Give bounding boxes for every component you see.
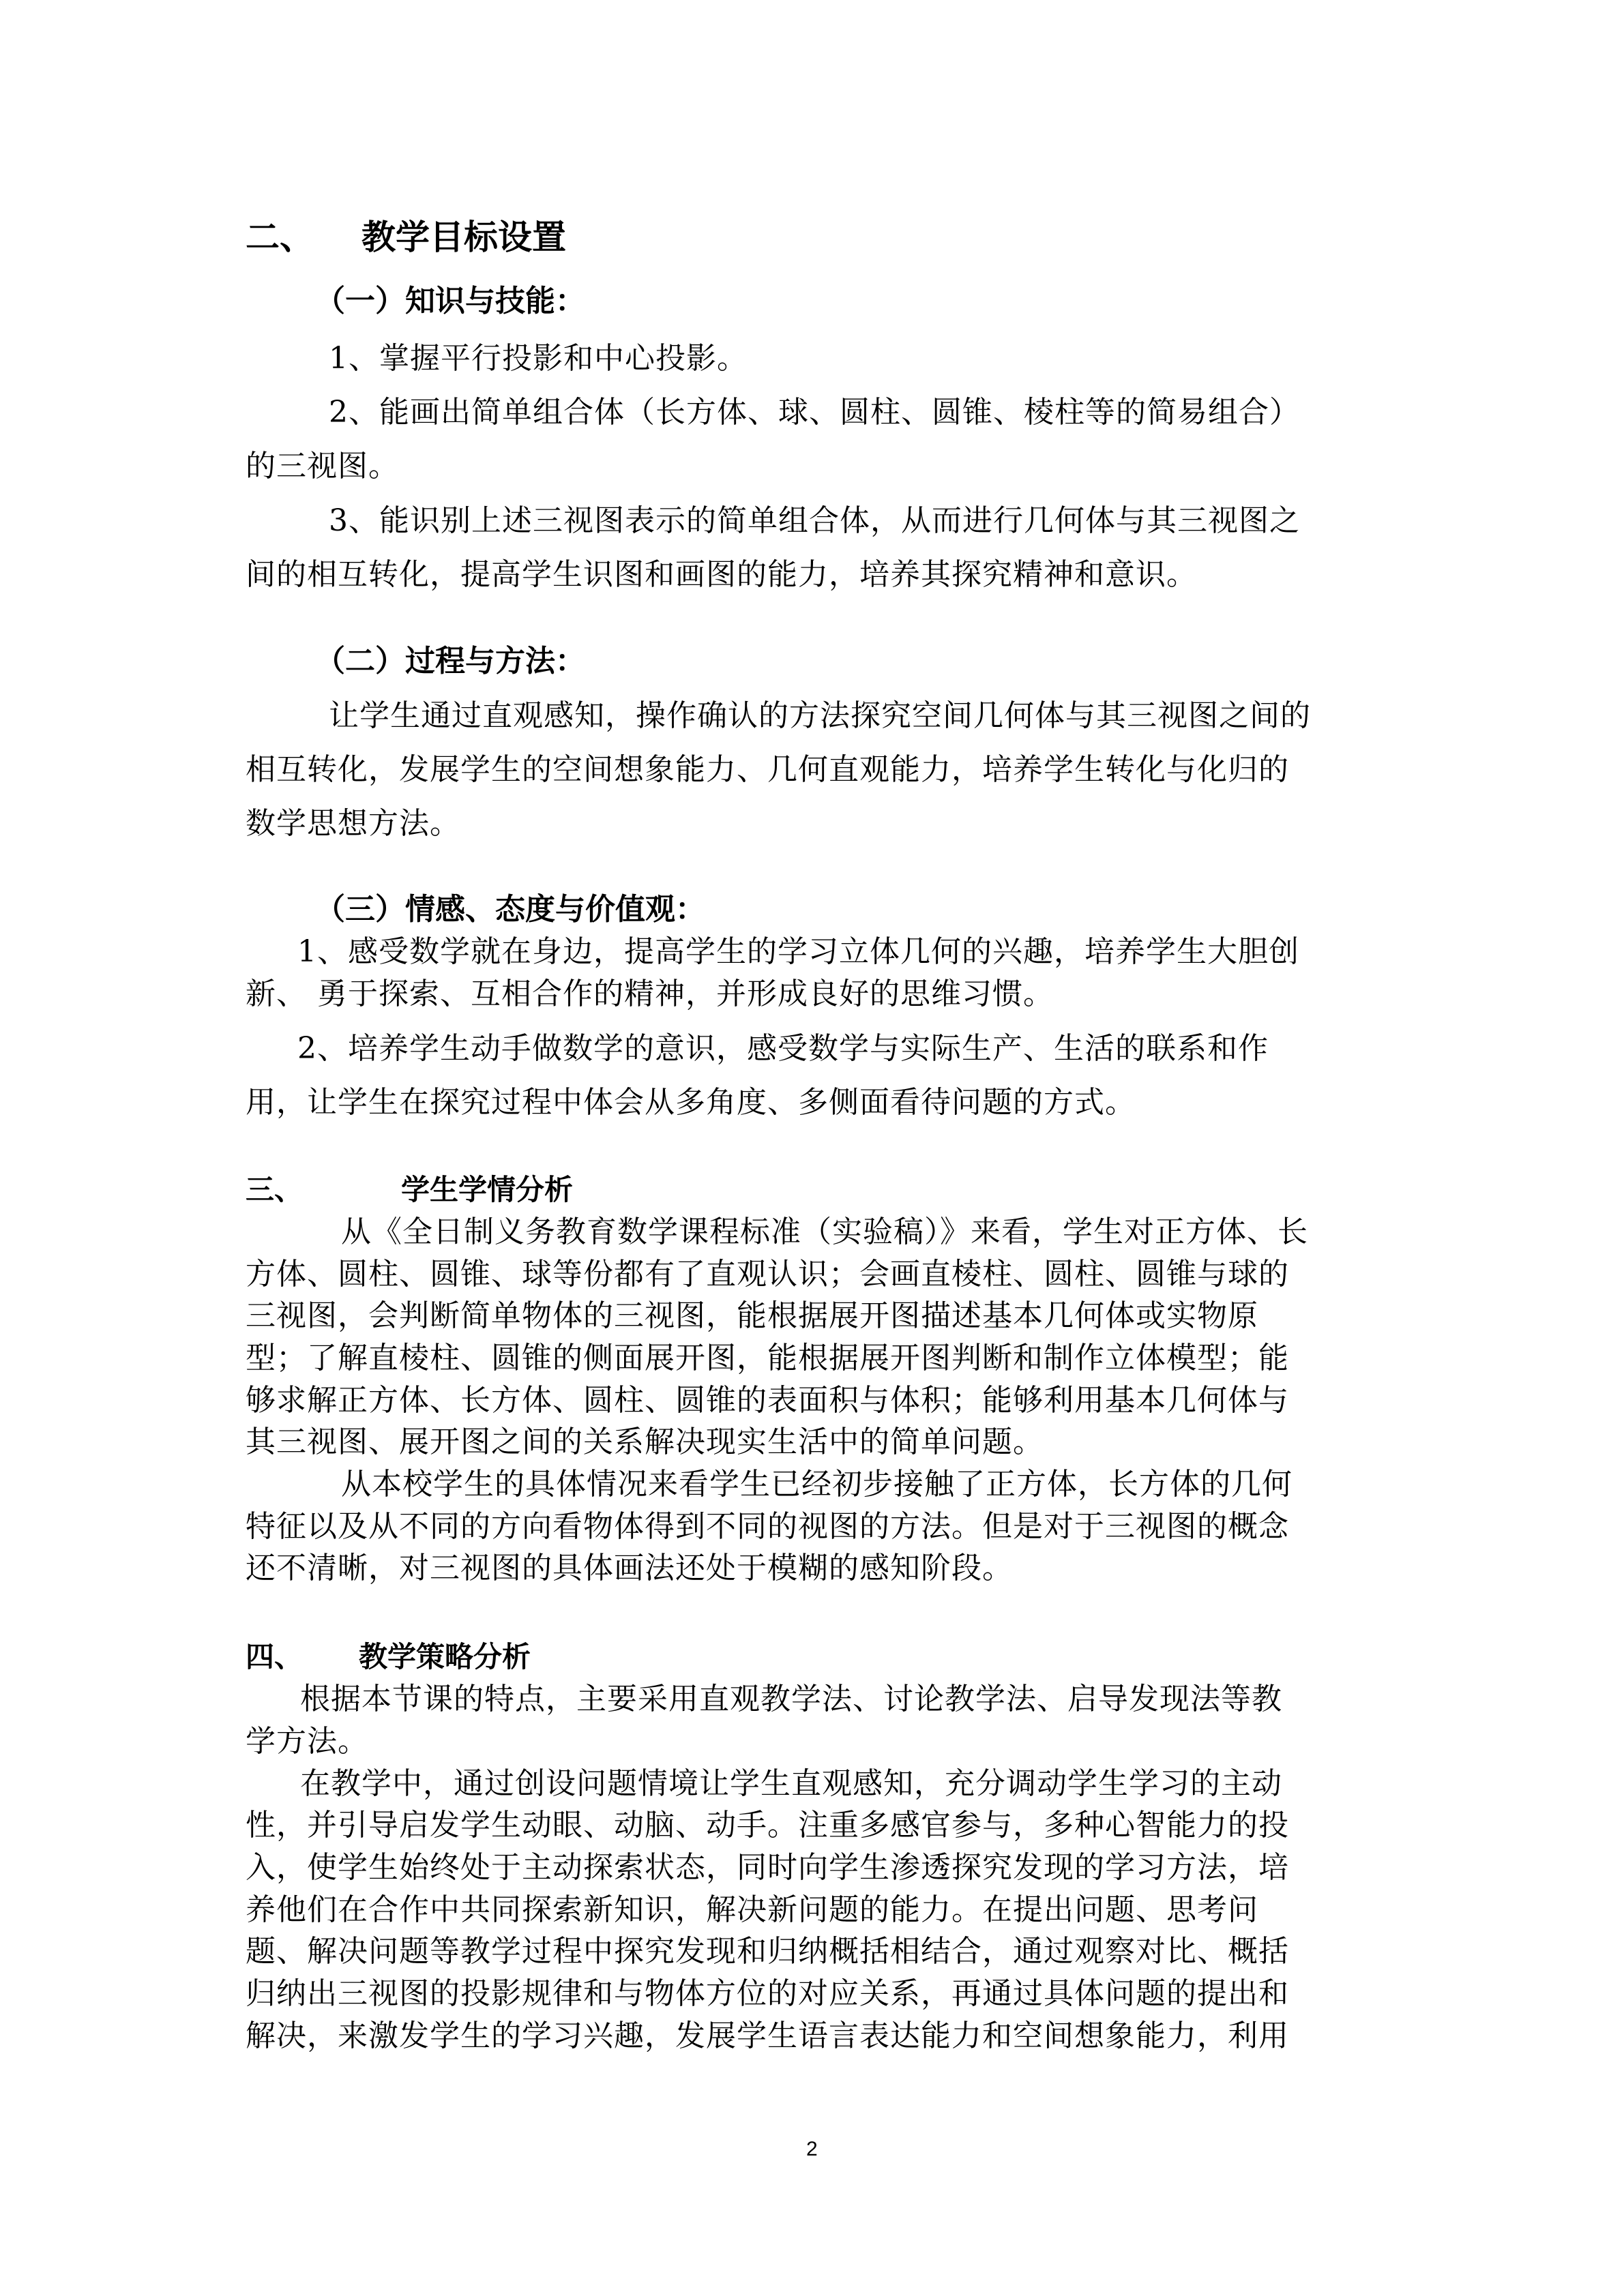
text-line: 数学思想方法。 [246,806,460,841]
text-line: 1、掌握平行投影和中心投影。 [329,341,748,376]
section-title: 教学目标设置 [361,218,566,257]
text-line: 2、培养学生动手做数学的意识，感受数学与实际生产、生活的联系和作 [297,1031,1269,1066]
text-line: 用，让学生在探究过程中体会从多角度、多侧面看待问题的方式。 [246,1085,1136,1120]
section-title: 学生学情分析 [401,1173,574,1206]
text-line: 三视图，会判断简单物体的三视图，能根据展开图描述基本几何体或实物原 [246,1298,1258,1333]
text-line: 性，并引导启发学生动眼、动脑、动手。注重多感官参与，多种心智能力的投 [246,1808,1289,1843]
text-line: 学方法。 [246,1724,368,1759]
text-line: 其三视图、展开图之间的关系解决现实生活中的简单问题。 [246,1425,1044,1459]
text-line: 题、解决问题等教学过程中探究发现和归纳概括相结合，通过观察对比、概括 [246,1934,1289,1969]
section-heading-2 [246,217,566,258]
text-line: 特征以及从不同的方向看物体得到不同的视图的方法。但是对于三视图的概念 [246,1509,1289,1544]
text-line: 从《全日制义务教育数学课程标准（实验稿）》来看，学生对正方体、长 [341,1214,1308,1249]
text-line: 够求解正方体、长方体、圆柱、圆锥的表面积与体积；能够利用基本几何体与 [246,1383,1289,1418]
text-line: 间的相互转化，提高学生识图和画图的能力，培养其探究精神和意识。 [246,557,1197,592]
text-line: 3、能识别上述三视图表示的简单组合体，从而进行几何体与其三视图之 [329,503,1300,538]
text-line: 方体、圆柱、圆锥、球等份都有了直观认识；会画直棱柱、圆柱、圆锥与球的 [246,1257,1289,1292]
text-line: 新、 勇于探索、互相合作的精神，并形成良好的思维习惯。 [246,976,1054,1011]
section-number: 四、 [246,1640,304,1673]
text-line: 养他们在合作中共同探索新知识，解决新问题的能力。在提出问题、思考问 [246,1892,1258,1927]
section-title: 教学策略分析 [359,1640,531,1673]
text-line: 的三视图。 [246,449,399,483]
text-line: 从本校学生的具体情况来看学生已经初步接触了正方体，长方体的几何 [341,1467,1293,1502]
text-line: 归纳出三视图的投影规律和与物体方位的对应关系，再通过具体问题的提出和 [246,1976,1289,2011]
section-number: 二、 [246,218,314,257]
section-heading-3 [246,1172,573,1208]
text-line: 让学生通过直观感知，操作确认的方法探究空间几何体与其三视图之间的 [329,698,1311,733]
subheading-knowledge-skills: （一）知识与技能： [315,284,585,318]
section-heading-4 [246,1639,531,1675]
text-line: 型；了解直棱柱、圆锥的侧面展开图，能根据展开图判断和制作立体模型；能 [246,1341,1289,1375]
text-line: 根据本节课的特点，主要采用直观教学法、讨论教学法、启导发现法等教 [300,1682,1282,1716]
page-number: 2 [806,2138,818,2160]
text-line: 解决，来激发学生的学习兴趣，发展学生语言表达能力和空间想象能力，利用 [246,2018,1289,2053]
text-line: 还不清晰，对三视图的具体画法还处于模糊的感知阶段。 [246,1551,1013,1585]
text-line: 2、能画出简单组合体（长方体、球、圆柱、圆锥、棱柱等的简易组合） [329,395,1300,430]
text-line: 入，使学生始终处于主动探索状态，同时向学生渗透探究发现的学习方法，培 [246,1850,1289,1885]
text-line: 1、感受数学就在身边，提高学生的学习立体几何的兴趣，培养学生大胆创 [297,934,1299,969]
section-number: 三、 [246,1173,304,1206]
subheading-emotion-attitude-values: （三）情感、态度与价值观： [315,892,705,927]
text-line: 在教学中，通过创设问题情境让学生直观感知，充分调动学生学习的主动 [300,1766,1282,1801]
subheading-process-methods: （二）过程与方法： [315,644,585,679]
text-line: 相互转化，发展学生的空间想象能力、几何直观能力，培养学生转化与化归的 [246,752,1289,787]
